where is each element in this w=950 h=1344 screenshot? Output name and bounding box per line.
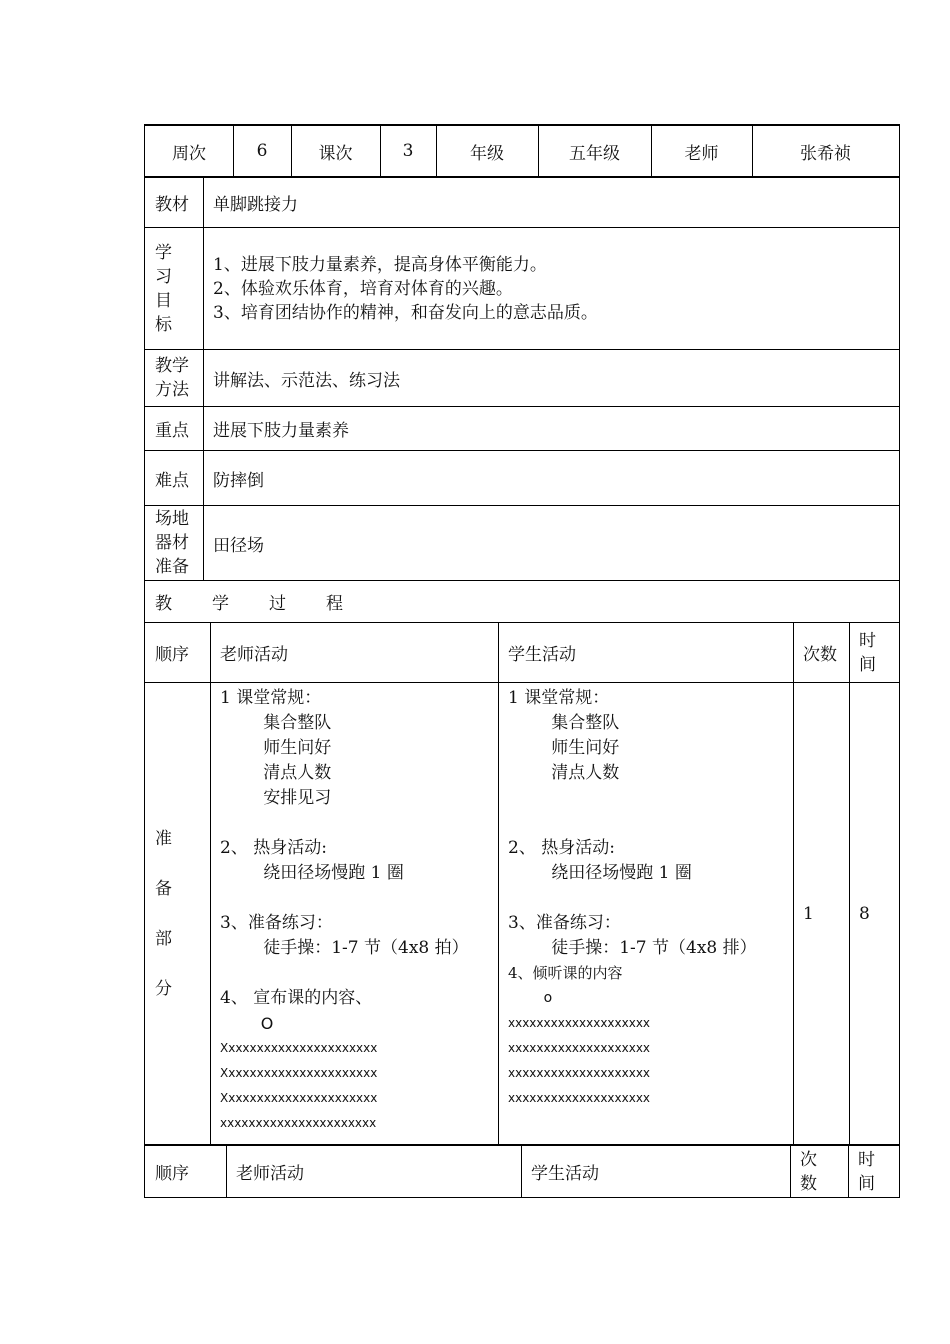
venue-label: 场地 器材 准备 [155, 509, 189, 577]
lesson-label: 课次 [318, 143, 353, 164]
week-label: 周次 [172, 143, 206, 164]
grade-label: 年级 [470, 143, 504, 164]
col-order-repeat: 顺序 [155, 1164, 189, 1184]
venue-value: 田径场 [213, 535, 264, 556]
formation-row: xxxxxxxxxxxxxxxxxxxxxx [220, 1116, 377, 1130]
goals-row [144, 228, 900, 350]
col-teacher-repeat: 老师活动 [236, 1164, 304, 1184]
material-value: 单脚跳接力 [213, 195, 298, 215]
goal-item: 2、体验欢乐体育，培育对体育的兴趣。 [213, 278, 513, 299]
header-row [144, 124, 900, 178]
formation-row: xxxxxxxxxxxxxxxxxxxx [508, 1041, 651, 1055]
lesson-value: 3 [402, 141, 414, 161]
formation-row: Xxxxxxxxxxxxxxxxxxxxxx [220, 1041, 378, 1055]
prep-time: 8 [859, 903, 870, 924]
formation-row: xxxxxxxxxxxxxxxxxxxx [508, 1066, 651, 1080]
method-label: 教学 方法 [155, 356, 189, 400]
difficulty-value: 防摔倒 [213, 470, 264, 491]
key-point-row [144, 407, 900, 451]
teacher-value: 张希祯 [800, 143, 851, 164]
prep-section-row [144, 683, 900, 1146]
teacher-label: 老师 [684, 143, 719, 164]
formation-row: Xxxxxxxxxxxxxxxxxxxxxx [220, 1091, 378, 1105]
goals-label: 学 习 目 标 [155, 242, 172, 335]
key-point-value: 进展下肢力量素养 [213, 421, 349, 441]
prep-student-activities: 1 课堂常规： 集合整队 师生问好 清点人数 2、 热身活动: 绕田径场慢跑 1 圈 3、准备练习： 徒手操：1-7 节（4x8 排） 4、倾听课的内容 o xxxxxxxxxxxxxxxxxxxx xxxxxxxxxxxxxxxxxxxx xxxxxxxxxxxxxxxxxxxx xxxxxxxxxxxxxxxxxxxx [498, 683, 793, 1144]
prep-teacher-activities: 1 课堂常规： 集合整队 师生问好 清点人数 安排见习 2、 热身活动: 绕田径场慢跑 1 圈 3、准备练习： 徒手操：1-7 节（4x8 拍） 4、 宣布课的内容、 O Xxxxxxxxxxxxxxxxxxxxxx Xxxxxxxxxxxxxxxxxxxxxx Xxxxxxxxxxxxxxxxxxxxxx xxxxxxxxxxxxxxxxxxxxxx [210, 683, 498, 1144]
difficulty-row [144, 451, 900, 506]
prep-label: 准 备 部 分 [155, 828, 172, 999]
col-count-repeat: 次 数 [800, 1149, 817, 1194]
col-student: 学生活动 [508, 645, 576, 665]
col-teacher: 老师活动 [220, 645, 288, 665]
process-title-row [144, 581, 900, 623]
difficulty-label: 难点 [155, 470, 189, 491]
formation-row: xxxxxxxxxxxxxxxxxxxx [508, 1091, 651, 1105]
key-point-label: 重点 [155, 421, 189, 441]
teacher-marker: O [220, 1014, 274, 1033]
goal-item: 3、培育团结协作的精神，和奋发向上的意志品质。 [213, 302, 598, 323]
grade-value: 五年级 [569, 143, 620, 164]
columns-header-repeat-row [144, 1146, 900, 1198]
method-value: 讲解法、示范法、练习法 [213, 370, 400, 391]
col-student-repeat: 学生活动 [531, 1164, 599, 1184]
col-count: 次数 [803, 645, 837, 665]
material-row [144, 178, 900, 228]
prep-count: 1 [803, 903, 814, 924]
goal-item: 1、进展下肢力量素养，提高身体平衡能力。 [213, 254, 547, 275]
method-row [144, 350, 900, 407]
goals-list [203, 228, 899, 349]
process-title: 教 学 过 程 [155, 594, 343, 614]
formation-row: xxxxxxxxxxxxxxxxxxxx [508, 1016, 651, 1030]
formation-row: Xxxxxxxxxxxxxxxxxxxxxx [220, 1066, 378, 1080]
col-order: 顺序 [155, 645, 189, 665]
teacher-marker: o [508, 990, 553, 1006]
week-value: 6 [256, 141, 268, 161]
columns-header-row [144, 623, 900, 683]
material-label: 教材 [155, 195, 189, 215]
col-time-repeat: 时 间 [858, 1149, 875, 1194]
col-time: 时 间 [859, 630, 876, 675]
venue-row [144, 506, 900, 581]
